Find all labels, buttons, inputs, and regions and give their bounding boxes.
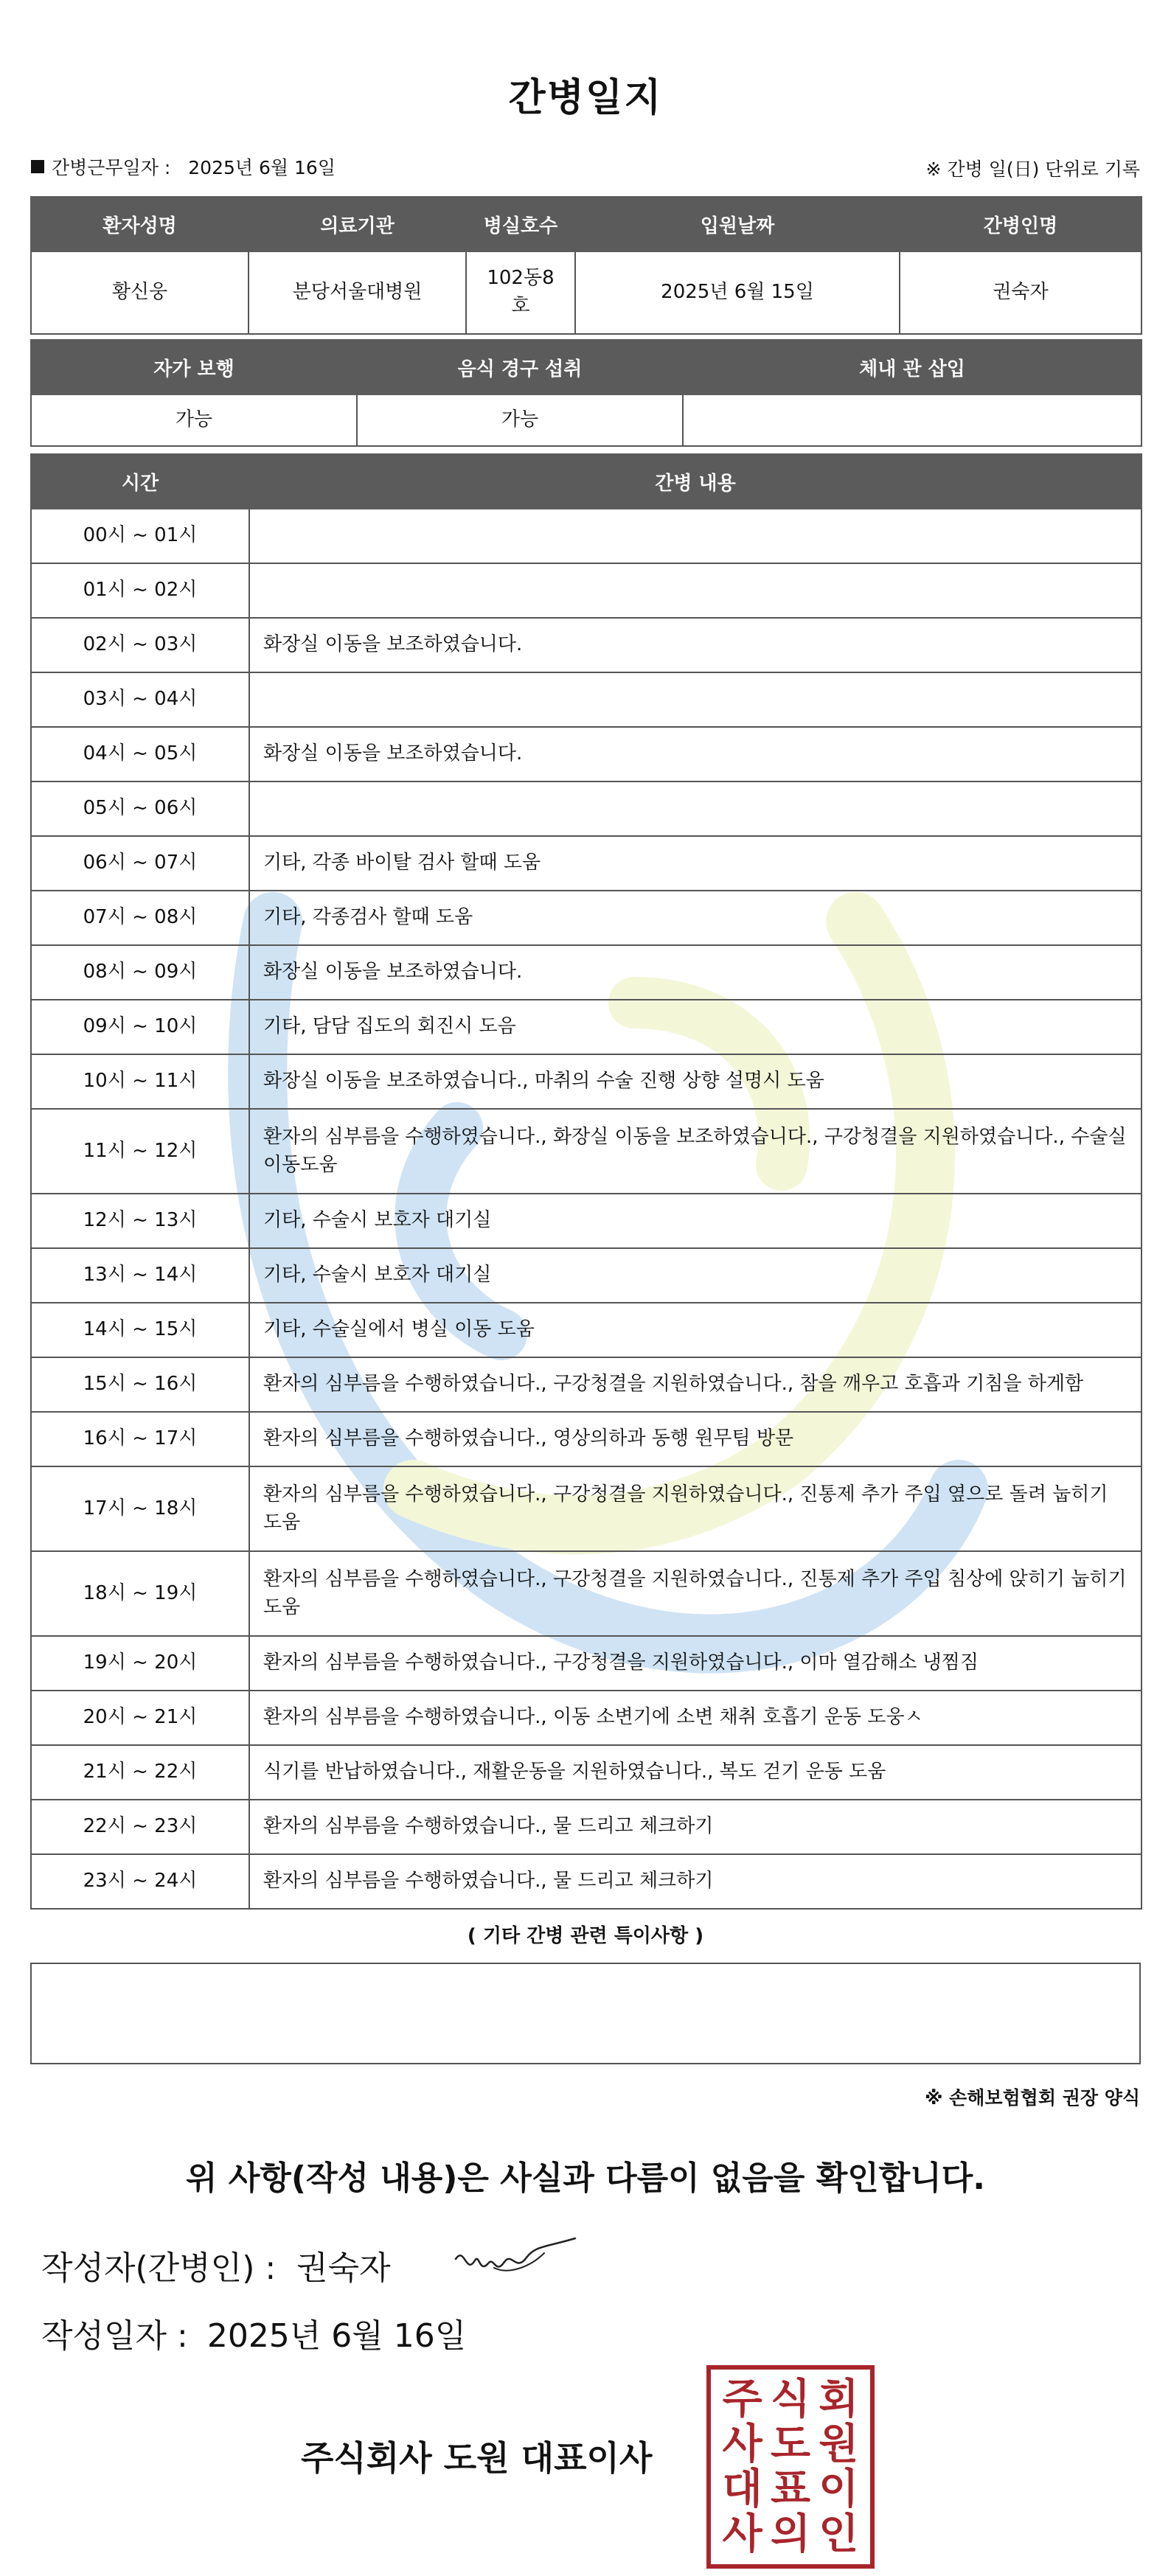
log-time-cell: 02시 ~ 03시 <box>31 618 249 672</box>
log-time-cell: 06시 ~ 07시 <box>31 836 249 891</box>
hourly-care-log-table <box>30 453 1142 1910</box>
log-content-cell: 환자의 심부름을 수행하였습니다., 물 드리고 체크하기 <box>249 1854 1142 1909</box>
header-self-walking: 자가 보행 <box>31 340 357 394</box>
table-row <box>31 945 1142 1000</box>
log-content-cell: 환자의 심부름을 수행하였습니다., 영상의하과 동행 원무팀 방문 <box>249 1412 1142 1466</box>
square-bullet-icon <box>31 160 44 173</box>
seal-character: 주 <box>722 2375 762 2423</box>
table-row <box>31 727 1142 781</box>
log-time-cell: 19시 ~ 20시 <box>31 1636 249 1691</box>
log-time-cell: 17시 ~ 18시 <box>31 1466 249 1551</box>
log-content-cell: 식기를 반납하였습니다., 재활운동을 지원하였습니다., 복도 걷기 운동 도움 <box>249 1745 1142 1800</box>
table-row <box>31 1800 1142 1854</box>
log-content-cell: 기타, 수술시 보호자 대기실 <box>249 1194 1142 1248</box>
log-time-cell: 23시 ~ 24시 <box>31 1854 249 1909</box>
log-time-cell: 15시 ~ 16시 <box>31 1357 249 1412</box>
log-time-cell: 10시 ~ 11시 <box>31 1054 249 1109</box>
handwritten-signature-icon <box>450 2231 583 2283</box>
table-row <box>31 509 1142 563</box>
table-row <box>31 672 1142 727</box>
table-row <box>31 563 1142 618</box>
seal-character: 의 <box>770 2510 811 2558</box>
patient-status-table <box>30 339 1142 447</box>
log-time-cell: 07시 ~ 08시 <box>31 891 249 945</box>
log-content-cell: 환자의 심부름을 수행하였습니다., 물 드리고 체크하기 <box>249 1800 1142 1854</box>
log-time-cell: 14시 ~ 15시 <box>31 1303 249 1357</box>
table-row <box>31 1551 1142 1636</box>
header-oral-intake: 음식 경구 섭취 <box>357 340 683 394</box>
patient-name: 황신웅 <box>31 251 249 334</box>
table-row <box>31 1054 1142 1109</box>
company-seal-stamp <box>706 2365 875 2569</box>
log-content-cell: 환자의 심부름을 수행하였습니다., 이동 소변기에 소변 채취 호흡기 운동 도웅ㅅ <box>249 1691 1142 1745</box>
header-hospital: 의료기관 <box>249 197 466 251</box>
log-content-cell: 기타, 각종 바이탈 검사 할때 도움 <box>249 836 1142 891</box>
log-time-cell: 12시 ~ 13시 <box>31 1194 249 1248</box>
seal-character: 원 <box>819 2420 859 2468</box>
seal-character: 사 <box>722 2420 762 2468</box>
special-notes-title: ( 기타 간병 관련 특이사항 ) <box>467 1925 704 1947</box>
log-content-cell: 화장실 이동을 보조하였습니다. <box>249 727 1142 781</box>
seal-character: 인 <box>819 2510 859 2558</box>
seal-character: 도 <box>770 2420 811 2468</box>
log-content-cell: 환자의 심부름을 수행하였습니다., 구강청결을 지원하였습니다., 참을 깨우고 호흡과 기침을 하게함 <box>249 1357 1142 1412</box>
log-content-cell: 기타, 담담 집도의 회진시 도음 <box>249 1000 1142 1054</box>
table-row <box>31 891 1142 945</box>
log-time-cell: 03시 ~ 04시 <box>31 672 249 727</box>
log-content-cell <box>249 781 1142 836</box>
write-date-label: 작성일자 : <box>41 2317 188 2355</box>
table-row <box>31 836 1142 891</box>
recommended-form-note: ※ 손해보험협회 권장 양식 <box>925 2087 1140 2109</box>
log-content-cell: 기타, 수술시 보호자 대기실 <box>249 1248 1142 1303</box>
log-rows <box>31 509 1142 1909</box>
header-care-content: 간병 내용 <box>249 454 1142 509</box>
log-content-cell: 화장실 이동을 보조하였습니다., 마취의 수술 진행 상향 설명시 도움 <box>249 1054 1142 1109</box>
log-time-cell: 22시 ~ 23시 <box>31 1800 249 1854</box>
work-date-row <box>31 153 336 180</box>
header-room-number: 병실호수 <box>466 197 575 251</box>
log-time-cell: 21시 ~ 22시 <box>31 1745 249 1800</box>
caregiver-name: 권숙자 <box>900 251 1142 334</box>
table-row <box>31 1000 1142 1054</box>
header-time: 시간 <box>31 454 249 509</box>
seal-character: 이 <box>819 2465 859 2513</box>
table-row <box>31 1691 1142 1745</box>
log-time-cell: 18시 ~ 19시 <box>31 1551 249 1636</box>
hospital-name: 분당서울대병원 <box>249 251 466 334</box>
table-row <box>31 1636 1142 1691</box>
confirmation-statement: 위 사항(작성 내용)은 사실과 다름이 없음을 확인합니다. <box>186 2159 985 2197</box>
seal-character: 회 <box>819 2375 859 2423</box>
log-time-cell: 20시 ~ 21시 <box>31 1691 249 1745</box>
work-date-value: 2025년 6월 16일 <box>188 157 336 178</box>
log-content-cell <box>249 672 1142 727</box>
log-content-cell: 기타, 각종검사 할때 도움 <box>249 891 1142 945</box>
log-time-cell: 11시 ~ 12시 <box>31 1109 249 1194</box>
log-content-cell: 환자의 심부름을 수행하였습니다., 구강청결을 지원하였습니다., 이마 열감해소 냉찜짐 <box>249 1636 1142 1691</box>
header-patient-name: 환자성명 <box>31 197 249 251</box>
document-title: 간병일지 <box>508 76 663 120</box>
log-content-cell: 화장실 이동을 보조하였습니다. <box>249 945 1142 1000</box>
admission-date: 2025년 6월 15일 <box>575 251 900 334</box>
table-row <box>31 781 1142 836</box>
log-content-cell <box>249 563 1142 618</box>
table-row <box>31 1466 1142 1551</box>
log-time-cell: 04시 ~ 05시 <box>31 727 249 781</box>
log-time-cell: 09시 ~ 10시 <box>31 1000 249 1054</box>
header-tube-insertion: 체내 관 삽입 <box>683 340 1142 394</box>
seal-character: 사 <box>722 2510 762 2558</box>
special-notes-box <box>30 1963 1141 2064</box>
log-time-cell: 08시 ~ 09시 <box>31 945 249 1000</box>
seal-characters <box>718 2377 863 2557</box>
writer-name: 권숙자 <box>296 2249 391 2287</box>
seal-character: 대 <box>722 2465 762 2513</box>
log-content-cell: 화장실 이동을 보조하였습니다. <box>249 618 1142 672</box>
write-date-value: 2025년 6월 16일 <box>206 2317 467 2355</box>
header-caregiver-name: 간병인명 <box>900 197 1142 251</box>
oral-intake-value: 가능 <box>357 394 683 446</box>
record-unit-note: ※ 간병 일(日) 단위로 기록 <box>925 159 1140 180</box>
tube-insertion-value <box>683 394 1142 446</box>
log-content-cell: 환자의 심부름을 수행하였습니다., 구강청결을 지원하였습니다., 진통제 추가 주입 옆으로 돌려 눕히기 도움 <box>249 1466 1142 1551</box>
write-date-row <box>41 2309 466 2356</box>
table-row <box>31 1357 1142 1412</box>
table-row <box>31 618 1142 672</box>
table-row <box>31 1303 1142 1357</box>
table-row <box>31 1854 1142 1909</box>
log-time-cell: 05시 ~ 06시 <box>31 781 249 836</box>
table-row <box>31 1194 1142 1248</box>
work-date-label: 간병근무일자 : <box>52 157 171 178</box>
log-time-cell: 00시 ~ 01시 <box>31 509 249 563</box>
table-row <box>31 1412 1142 1466</box>
writer-label: 작성자(간병인) : <box>41 2249 277 2287</box>
log-time-cell: 13시 ~ 14시 <box>31 1248 249 1303</box>
table-row <box>31 1109 1142 1194</box>
log-content-cell: 환자의 심부름을 수행하였습니다., 화장실 이동을 보조하였습니다., 구강청결을 지원하였습니다., 수술실 이동도움 <box>249 1109 1142 1194</box>
self-walking-value: 가능 <box>31 394 357 446</box>
log-time-cell: 01시 ~ 02시 <box>31 563 249 618</box>
log-content-cell: 환자의 심부름을 수행하였습니다., 구강청결을 지원하였습니다., 진통제 추가 주입 침상에 앉히기 눕히기도움 <box>249 1551 1142 1636</box>
seal-character: 식 <box>770 2375 811 2423</box>
company-representative: 주식회사 도원 대표이사 <box>301 2438 653 2478</box>
log-content-cell: 기타, 수술실에서 병실 이동 도움 <box>249 1303 1142 1357</box>
log-content-cell <box>249 509 1142 563</box>
log-time-cell: 16시 ~ 17시 <box>31 1412 249 1466</box>
patient-info-table <box>30 196 1142 335</box>
writer-row <box>41 2241 391 2288</box>
table-row <box>31 1745 1142 1800</box>
table-row <box>31 1248 1142 1303</box>
header-admission-date: 입원날짜 <box>575 197 900 251</box>
room-number: 102동8호 <box>466 251 575 334</box>
seal-character: 표 <box>770 2465 811 2513</box>
